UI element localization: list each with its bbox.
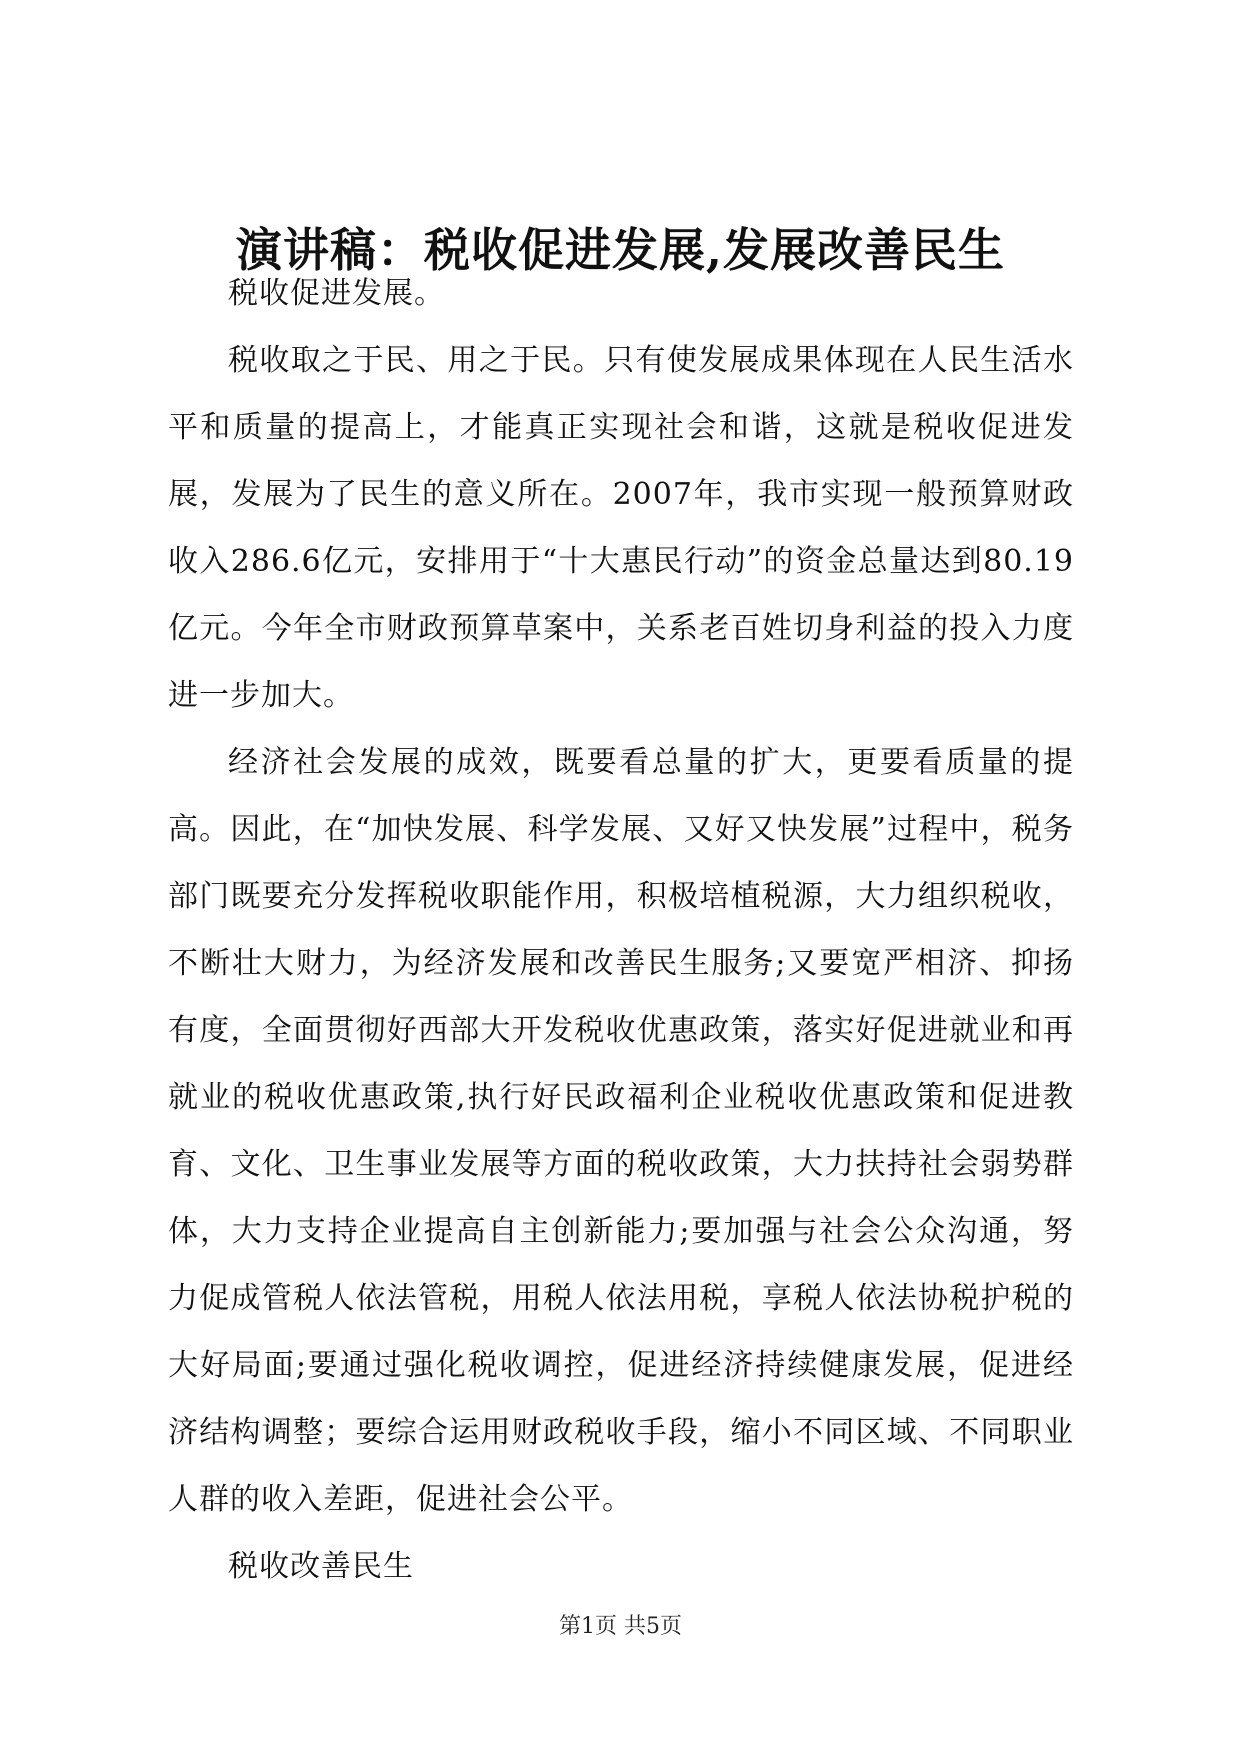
section-heading-promote-development: 税收促进发展。 <box>228 276 445 311</box>
page-number: 第1页 共5页 <box>559 1614 682 1639</box>
paragraph-development-quality: 经济社会发展的成效，既要看总量的扩大，更要看质量的提高。因此，在“加快发展、科学发展、又好又快发展”过程中，税务部门既要充分发挥税收职能作用，积极培植税源，大力组织税收，不断壮大财力，为经济发展和改善民生服务;又要宽严相济、抑扬有度，全面贯彻好西部大开发税收优惠政策，落实好促进就业和再就业的税收优惠政策,执行好民政福利企业税收优惠政策和促进教育、文化、卫生事业发展等方面的税收政策，大力扶持社会弱势群体，大力支持企业提高自主创新能力;要加强与社会公众沟通，努力促成管税人依法管税，用税人依法用税，享税人依法协税护税的大好局面;要通过强化税收调控，促进经济持续健康发展，促进经济结构调整；要综合运用财政税收手段，缩小不同区域、不同职业人群的收入差距，促进社会公平。 <box>168 745 1074 1517</box>
paragraph-tax-for-people: 税收取之于民、用之于民。只有使发展成果体现在人民生活水平和质量的提高上，才能真正实现社会和谐，这就是税收促进发展，发展为了民生的意义所在。2007年，我市实现一般预算财政收入286.6亿元，安排用于“十大惠民行动”的资金总量达到80.19亿元。今年全市财政预算草案中，关系老百姓切身利益的投入力度进一步加大。 <box>168 343 1074 713</box>
section-heading-improve-livelihood: 税收改善民生 <box>228 1549 414 1584</box>
page-title: 演讲稿：税收促进发展,发展改善民生 <box>235 223 1005 277</box>
document-body <box>168 260 1074 1600</box>
